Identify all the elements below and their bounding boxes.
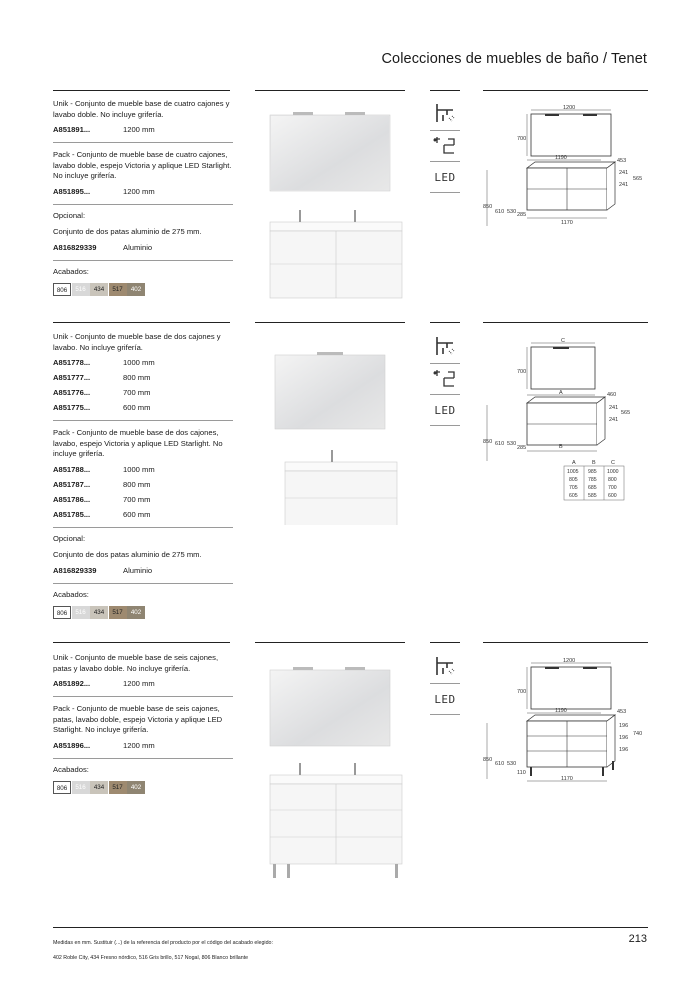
product-dimension: 600 mm xyxy=(123,509,151,519)
table-cell: 985 xyxy=(588,469,597,475)
optional-description: Conjunto de dos patas aluminio de 275 mm. xyxy=(53,227,202,236)
optional-label: Opcional: xyxy=(53,210,86,220)
product-reference: A851786... xyxy=(53,494,91,504)
reference-row xyxy=(53,480,233,490)
optional-label: Opcional: xyxy=(53,533,86,543)
footer xyxy=(53,936,613,966)
product-reference: A851892... xyxy=(53,679,91,688)
table-cell: 1005 xyxy=(567,469,579,475)
finish-swatches xyxy=(53,781,233,794)
feature-icons xyxy=(430,653,460,715)
finish-swatch: 517 xyxy=(109,781,127,794)
table-cell: 1000 xyxy=(607,469,619,475)
product-text-block xyxy=(53,653,233,794)
dim-left3: 530 xyxy=(507,441,517,447)
product-dimension: 1200 mm xyxy=(123,186,155,196)
product-reference: A851777... xyxy=(53,373,91,382)
feature-icons xyxy=(430,333,460,426)
dim-bottom: 1170 xyxy=(561,220,573,226)
led-icon: LED xyxy=(434,692,456,706)
product-description: Unik - Conjunto de mueble base de cuatro cajones y lavabo doble. No incluye grifería. xyxy=(53,99,230,119)
dim-left1: 850 xyxy=(483,439,493,445)
technical-drawing xyxy=(483,333,648,503)
product-reference: A851778... xyxy=(53,358,91,367)
dim-depth: 453 xyxy=(617,709,627,715)
product-dimension: 700 mm xyxy=(123,388,151,397)
technical-drawing xyxy=(483,100,648,230)
dim-h1: 241 xyxy=(609,405,619,411)
dim-h2: 241 xyxy=(609,417,619,423)
table-cell: 785 xyxy=(588,477,597,483)
dim-mirror-width: 1200 xyxy=(563,658,576,664)
product-reference: A851785... xyxy=(53,509,91,519)
finishes-label: Acabados: xyxy=(53,764,89,774)
table-cell: 600 xyxy=(608,493,617,499)
product-description: Unik - Conjunto de mueble base de dos cajones y lavabo. No incluye grifería. xyxy=(53,332,221,352)
page-number: 213 xyxy=(628,933,647,945)
finish-swatches xyxy=(53,283,233,296)
product-reference: A851896... xyxy=(53,740,91,750)
finish-swatch: 434 xyxy=(90,781,108,794)
dim-h2: 241 xyxy=(619,182,629,188)
finish-swatch: 402 xyxy=(127,606,145,619)
table-cell: 605 xyxy=(569,493,578,499)
dim-left3: 530 xyxy=(507,209,517,215)
finish-swatch: 517 xyxy=(109,283,127,296)
product-dimension: 1000 mm xyxy=(123,358,155,367)
dim-h3: 565 xyxy=(621,410,631,416)
table-cell: 705 xyxy=(569,485,578,491)
dim-depth: 460 xyxy=(607,392,617,398)
product-reference: A851775... xyxy=(53,403,91,412)
finish-swatch: 516 xyxy=(72,283,90,296)
product-description: Pack - Conjunto de mueble base de cuatro cajones, lavabo doble, espejo Victoria y aplique LED Starlight. No incluye grifería. xyxy=(53,150,232,180)
reference-row xyxy=(53,510,233,520)
dim-mirror-height: 700 xyxy=(517,689,527,695)
product-photo xyxy=(255,660,405,880)
finish-swatch: 516 xyxy=(72,781,90,794)
dim-h4: 740 xyxy=(633,731,643,737)
product-dimension: Aluminio xyxy=(123,242,153,252)
footer-divider xyxy=(53,927,648,928)
reference-row xyxy=(53,373,233,383)
table-head-b: B xyxy=(592,460,596,466)
dimension-table xyxy=(564,460,624,500)
finishes-label: Acabados: xyxy=(53,266,89,276)
product-dimension: 1000 mm xyxy=(123,464,155,474)
product-dimension: Aluminio xyxy=(123,565,153,575)
reference-row xyxy=(53,358,233,368)
product-reference: A851895... xyxy=(53,186,91,196)
reference-row xyxy=(53,125,233,135)
tap-icon xyxy=(430,100,460,130)
technical-drawing xyxy=(483,653,648,793)
page-title: Colecciones de muebles de baño / Tenet xyxy=(381,51,647,67)
product-reference: A816829339 xyxy=(53,565,97,575)
dim-left4: 285 xyxy=(517,212,527,218)
table-cell: 585 xyxy=(588,493,597,499)
product-description: Unik - Conjunto de mueble base de seis cajones, patas y lavabo doble. No incluye grifería. xyxy=(53,653,219,673)
footer-note: Medidas en mm. Sustituir (...) de la referencia del producto por el código del acabado elegido: xyxy=(53,940,273,946)
dim-width: 1190 xyxy=(555,155,567,161)
finishes-label: Acabados: xyxy=(53,589,89,599)
product-text-block xyxy=(53,99,233,296)
footer-legend: 402 Roble City, 434 Fresno nórdico, 516 Gris brillo, 517 Nogal, 806 Blanco brillante xyxy=(53,955,249,961)
table-cell: 700 xyxy=(608,485,617,491)
reference-row xyxy=(53,465,233,475)
dim-mirror-width: 1200 xyxy=(563,105,576,111)
reference-row xyxy=(53,741,233,751)
dim-h1: 196 xyxy=(619,723,629,729)
product-dimension: 700 mm xyxy=(123,494,151,504)
dim-h3: 196 xyxy=(619,747,629,753)
dim-left4: 285 xyxy=(517,445,527,451)
reference-row xyxy=(53,495,233,505)
dim-depth: 453 xyxy=(617,158,627,164)
wall-mount-icon xyxy=(430,364,460,394)
finish-swatch: 434 xyxy=(90,283,108,296)
optional-description: Conjunto de dos patas aluminio de 275 mm. xyxy=(53,550,202,559)
reference-row xyxy=(53,187,233,197)
dim-left4: 110 xyxy=(517,770,526,776)
table-head-a: A xyxy=(572,460,576,466)
reference-row xyxy=(53,679,233,689)
finish-swatch: 434 xyxy=(90,606,108,619)
dim-h3: 565 xyxy=(633,176,643,182)
dim-h1: 241 xyxy=(619,170,629,176)
product-reference: A851787... xyxy=(53,479,91,489)
dim-left2: 610 xyxy=(495,761,505,767)
wall-mount-icon xyxy=(430,131,460,161)
dim-mirror-width: C xyxy=(561,338,565,344)
dim-h2: 196 xyxy=(619,735,629,741)
dim-left3: 530 xyxy=(507,761,517,767)
finish-swatch: 806 xyxy=(53,283,71,296)
finish-swatch: 806 xyxy=(53,606,71,619)
finish-swatches xyxy=(53,606,233,619)
feature-icons xyxy=(430,100,460,193)
tap-icon xyxy=(430,653,460,683)
tap-icon xyxy=(430,333,460,363)
dim-left2: 610 xyxy=(495,209,505,215)
finish-swatch: 402 xyxy=(127,781,145,794)
product-description: Pack - Conjunto de mueble base de dos cajones, lavabo, espejo Victoria y aplique LED Starlight. No incluye grifería. xyxy=(53,428,223,458)
finish-swatch: 516 xyxy=(72,606,90,619)
product-dimension: 600 mm xyxy=(123,403,151,412)
led-icon: LED xyxy=(434,170,456,184)
dim-width: 1190 xyxy=(555,708,567,714)
finish-swatch: 402 xyxy=(127,283,145,296)
product-reference: A851891... xyxy=(53,125,91,134)
table-cell: 800 xyxy=(608,477,617,483)
product-photo xyxy=(255,345,405,525)
table-cell: 685 xyxy=(588,485,597,491)
dim-mirror-height: 700 xyxy=(517,136,527,142)
product-text-block xyxy=(53,332,233,619)
product-dimension: 1200 mm xyxy=(123,125,155,134)
product-description: Pack - Conjunto de mueble base de seis cajones, patas, lavabo doble, espejo Victoria y aplique LED Starlight. No incluye grifería. xyxy=(53,704,223,734)
dim-bottom: B xyxy=(559,444,563,450)
led-icon: LED xyxy=(434,403,456,417)
product-dimension: 800 mm xyxy=(123,479,151,489)
dim-left1: 850 xyxy=(483,757,493,763)
reference-row xyxy=(53,403,233,413)
product-dimension: 1200 mm xyxy=(123,740,155,750)
dim-left1: 850 xyxy=(483,204,493,210)
product-dimension: 1200 mm xyxy=(123,679,155,688)
table-head-c: C xyxy=(611,460,615,466)
product-reference: A851788... xyxy=(53,464,91,474)
reference-row xyxy=(53,566,233,576)
product-reference: A816829339 xyxy=(53,242,97,252)
dim-mirror-height: 700 xyxy=(517,369,527,375)
reference-row xyxy=(53,388,233,398)
dim-bottom: 1170 xyxy=(561,776,573,782)
product-reference: A851776... xyxy=(53,388,91,397)
product-photo xyxy=(255,105,405,305)
finish-swatch: 806 xyxy=(53,781,71,794)
product-dimension: 800 mm xyxy=(123,373,151,382)
reference-row xyxy=(53,243,233,253)
table-cell: 805 xyxy=(569,477,578,483)
dim-left2: 610 xyxy=(495,441,505,447)
dim-width: A xyxy=(559,390,563,396)
finish-swatch: 517 xyxy=(109,606,127,619)
